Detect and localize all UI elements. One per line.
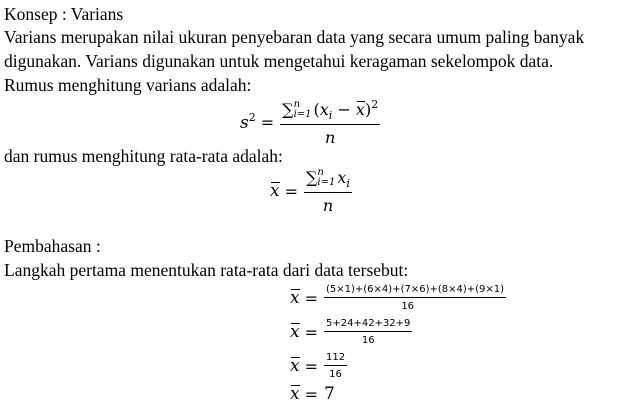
step-1-denominator: 16 [401,301,415,312]
mean-numerator: ∑ n i=1 $x_i$ [306,167,350,190]
step-3-denominator: 16 [329,369,342,380]
paragraph-line-1: Varians merupakan nilai ukuran penyebaran data yang secara umum paling banyak [4,27,585,47]
step-2-lhs: x [290,322,300,342]
mean-step-2: x = $\frac{5+24+42+32+9}{16}$ [290,318,411,346]
mean-fraction [304,168,352,215]
concept-heading: Konsep : Varians [4,4,124,24]
variance-lhs: $s^2$ [240,111,256,133]
step-3-fraction [324,352,347,380]
variance-intro: Rumus menghitung varians adalah: [4,75,252,95]
mean-step-3: x = $\frac{112}{16}$ [290,352,346,380]
mean-intro: dan rumus menghitung rata-rata adalah: [4,146,283,166]
step-2-denominator: 16 [361,335,375,346]
mean-step-1: x = $\frac{(5\times 1)+(6\times 4)+(7\times 6)+(8\times 4)+(9\times 1)}{16}$ [290,284,505,312]
variance-fraction [280,98,380,147]
step-1-fraction [324,284,506,312]
mean-formula: x = ∑ n i=1 $x_i$ n [270,167,350,215]
paragraph-line-2: digunakan. Varians digunakan untuk mengetahui keragaman sekelompok data. [4,51,554,71]
step-2-fraction [324,318,412,346]
step-3-lhs: x [290,356,300,376]
result-lhs: x [290,384,300,404]
step-1-numerator: (5×1)+(6×4)+(7×6)+(8×4)+(9×1) [326,284,505,295]
step-1-lhs: x [290,288,300,308]
step-3-numerator: 112 [326,352,346,363]
mean-lhs: x [270,181,280,201]
variance-formula: $s^2$ = ∑ n i=1 $(x_i - x)^2$ n [240,97,379,147]
result-value: 7 [324,384,335,404]
discussion-heading: Pembahasan : [4,236,101,256]
variance-denominator: n [325,127,336,147]
variance-numerator: ∑ n i=1 $(x_i - x)^2$ [282,97,379,122]
mean-result: x = 7 [290,384,335,404]
step-text: Langkah pertama menentukan rata-rata dari data tersebut: [4,260,409,280]
mean-denominator: n [322,195,334,215]
step-2-numerator: 5+24+42+32+9 [326,318,411,329]
